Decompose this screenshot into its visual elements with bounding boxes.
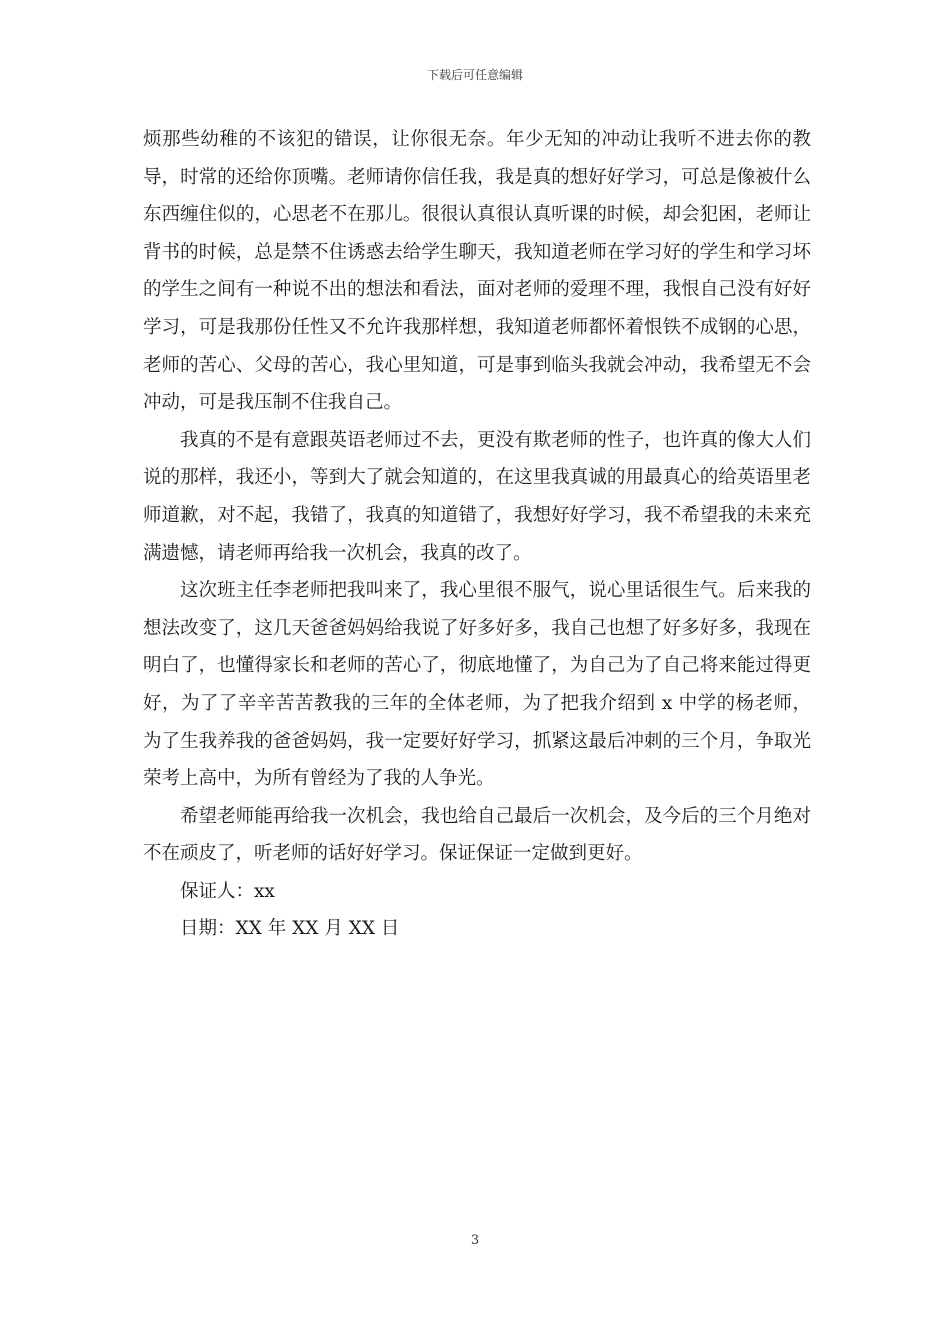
paragraph-request-chance: 希望老师能再给我一次机会，我也给自己最后一次机会，及今后的三个月绝对不在顽皮了，听老师的话好好学习。保证保证一定做到更好。 [143,805,811,865]
date-line: 日期：XX 年 XX 月 XX 日 [180,918,400,940]
paragraph-english-teacher-apology: 我真的不是有意跟英语老师过不去，更没有欺老师的性子，也许真的像大人们说的那样，我还小，等到大了就会知道的，在这里我真诚的用最真心的给英语里老师道歉，对不起，我错了，我真的知道错了，我想好好学习，我不希望我的未来充满遗憾，请老师再给我一次机会，我真的改了。 [143,429,811,564]
page-number: 3 [470,1233,480,1248]
guarantor-line: 保证人：xx [180,880,275,902]
page-header: 下载后可任意编辑 [426,68,523,82]
document-body [143,121,811,948]
paragraph-change-of-mind: 这次班主任李老师把我叫来了，我心里很不服气，说心里话很生气。后来我的想法改变了，这几天爸爸妈妈给我说了好多好多，我自己也想了好多好多，我现在明白了，也懂得家长和老师的苦心了，彻底地懂了，为自己为了自己将来能过得更好，为了了辛辛苦苦教我的三年的全体老师，为了把我介绍到 x 中学的杨老师，为了生我养我的爸爸妈妈，我一定要好好学习，抓紧这最后冲刺的三个月，争取光荣考上高中，为所有曾经为了我的人争光。 [143,580,811,790]
paragraph-continued: 烦那些幼稚的不该犯的错误，让你很无奈。年少无知的冲动让我听不进去你的教导，时常的还给你顶嘴。老师请你信任我，我是真的想好好学习，可总是像被什么东西缠住似的，心思老不在那儿。很很认真很认真听课的时候，却会犯困，老师让背书的时候，总是禁不住诱惑去给学生聊天，我知道老师在学习好的学生和学习坏的学生之间有一种说不出的想法和看法，面对老师的爱理不理，我恨自己没有好好学习，可是我那份任性又不允许我那样想，我知道老师都怀着恨铁不成钢的心思，老师的苦心、父母的苦心，我心里知道，可是事到临头我就会冲动，我希望无不会冲动，可是我压制不住我自己。 [143,129,811,414]
